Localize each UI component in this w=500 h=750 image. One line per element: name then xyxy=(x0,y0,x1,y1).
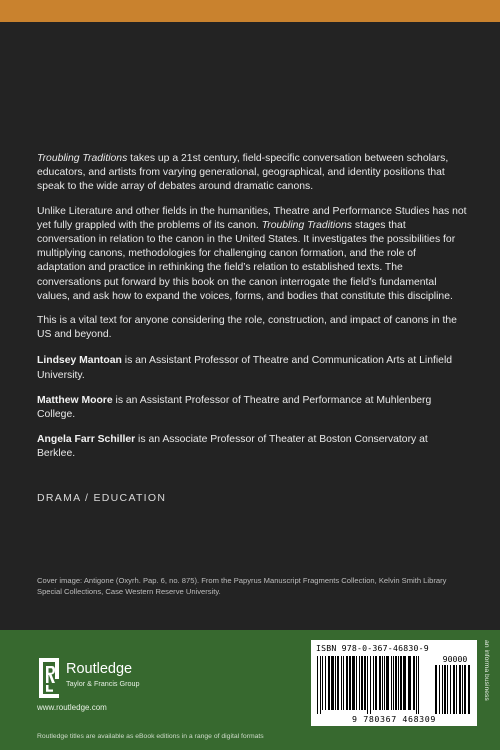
barcode-bar xyxy=(328,656,330,710)
addon-bar xyxy=(444,665,446,714)
barcode-bar xyxy=(356,656,357,710)
barcode-bar xyxy=(322,656,323,710)
editor-bio-text: is an Associate Professor of Theater at Boston Conservatory at Berklee. xyxy=(37,434,428,460)
subject-category: DRAMA / EDUCATION xyxy=(37,492,167,504)
editor-bio-text: is an Assistant Professor of Theatre and Performance at Muhlenberg College. xyxy=(37,394,432,421)
ean-digits: 9 780367 468309 xyxy=(352,714,436,724)
barcode-bar xyxy=(361,656,363,710)
barcode-bar xyxy=(403,656,406,710)
barcode-bar xyxy=(379,656,381,710)
ebook-availability-note: Routledge titles are available as eBook editions in a range of digital formats xyxy=(37,733,264,740)
barcode-bar xyxy=(320,656,321,714)
addon-bar xyxy=(464,665,466,714)
audience-paragraph: This is a vital text for anyone considering the role, construction, and impact of canons in the US and beyond. xyxy=(37,315,457,341)
intro-text: takes up a 21st century, field-specific conversation between scholars, educators, and artists from varying generational, geographical, and identity positions that speak to the wide array of debates around dramatic canons. xyxy=(37,153,449,193)
barcode-bar xyxy=(391,656,392,710)
cover-image-credit: Cover image: Antigone (Oxyrh. Pap. 6, no. 875). From the Papyrus Manuscript Fragments Collection, Kelvin Smith Library Special Collections, Case Western Reserve University. xyxy=(37,576,447,596)
editor-bio xyxy=(37,394,467,422)
addon-bar xyxy=(435,665,437,714)
barcode-bar xyxy=(352,656,355,710)
addon-bar xyxy=(462,665,463,714)
addon-bar xyxy=(442,665,443,714)
barcode-bar xyxy=(418,656,419,714)
publisher-url[interactable]: www.routledge.com xyxy=(37,703,107,712)
barcode-bar xyxy=(337,656,339,710)
publisher-name: Routledge xyxy=(66,661,133,677)
barcode-bar xyxy=(400,656,402,710)
barcode-bars xyxy=(315,654,473,716)
isbn-label xyxy=(316,643,429,653)
description-paragraph xyxy=(37,205,467,304)
editor-bio xyxy=(37,433,467,461)
barcode-bar xyxy=(335,656,336,710)
intro-paragraph xyxy=(37,152,467,195)
book-title-italic: Troubling Traditions xyxy=(37,153,128,164)
barcode-bar xyxy=(416,656,417,714)
barcode-bar xyxy=(317,656,318,714)
addon-bar xyxy=(453,665,455,714)
description-text-b: stages that conversation in relation to the canon in the United States. It investigates the possibilities for multiplying canons, methodologies for challenging canon formation, and the role of adaptation and practice in rethinking the field’s relation to established texts. The conversations put forward by this book on the canon interrogate the field’s fundamental values, and ask how to expand the voices, forms, and bodies that constitute this discipline. xyxy=(37,219,456,302)
publisher-group: Taylor & Francis Group xyxy=(66,679,140,688)
addon-bar xyxy=(439,665,440,714)
price-code: 90000 xyxy=(442,654,468,664)
top-accent-band xyxy=(0,0,500,22)
editor-name: Angela Farr Schiller xyxy=(37,434,136,446)
barcode-bar xyxy=(343,656,344,710)
barcode-bar xyxy=(341,656,342,710)
barcode-bar xyxy=(359,656,360,710)
barcode-bar xyxy=(367,656,368,714)
barcode-bar xyxy=(408,656,411,710)
barcode-bar xyxy=(398,656,399,710)
barcode-bar xyxy=(325,656,326,710)
editor-bio xyxy=(37,354,467,382)
addon-bar xyxy=(450,665,451,714)
isbn-number: ISBN 978-0-367-46830-9 xyxy=(316,643,429,653)
routledge-logo-icon xyxy=(37,657,61,699)
informa-business-tagline xyxy=(481,640,493,736)
informa-text: an informa business xyxy=(483,640,490,701)
barcode-bar xyxy=(364,656,366,710)
barcode-bar xyxy=(349,656,351,710)
addon-bar xyxy=(459,665,461,714)
addon-bar xyxy=(447,665,448,714)
barcode-bar xyxy=(413,656,415,710)
barcode-bar xyxy=(375,656,377,710)
barcode-bar xyxy=(382,656,383,710)
editor-name: Lindsey Mantoan xyxy=(37,355,122,367)
barcode-bar xyxy=(393,656,394,710)
barcode-bar xyxy=(373,656,374,710)
barcode-bar xyxy=(331,656,334,710)
addon-bar xyxy=(468,665,470,714)
back-cover-blurb xyxy=(37,152,467,473)
barcode-bar xyxy=(386,656,389,710)
barcode-bar xyxy=(384,656,385,710)
description-text-a: Unlike Literature and other fields in the humanities, Theatre and Performance Studies has not yet fully grappled with the problems of its canon. xyxy=(37,205,467,231)
editor-name: Matthew Moore xyxy=(37,394,113,406)
editor-bio-text: is an Assistant Professor of Theatre and Communication Arts at Linfield University. xyxy=(37,355,453,381)
barcode-bar xyxy=(346,656,348,710)
barcode-bar xyxy=(370,656,371,714)
book-title-italic: Troubling Traditions xyxy=(261,219,352,231)
addon-bar xyxy=(456,665,457,714)
isbn-barcode xyxy=(311,640,477,726)
barcode-bar xyxy=(395,656,397,710)
